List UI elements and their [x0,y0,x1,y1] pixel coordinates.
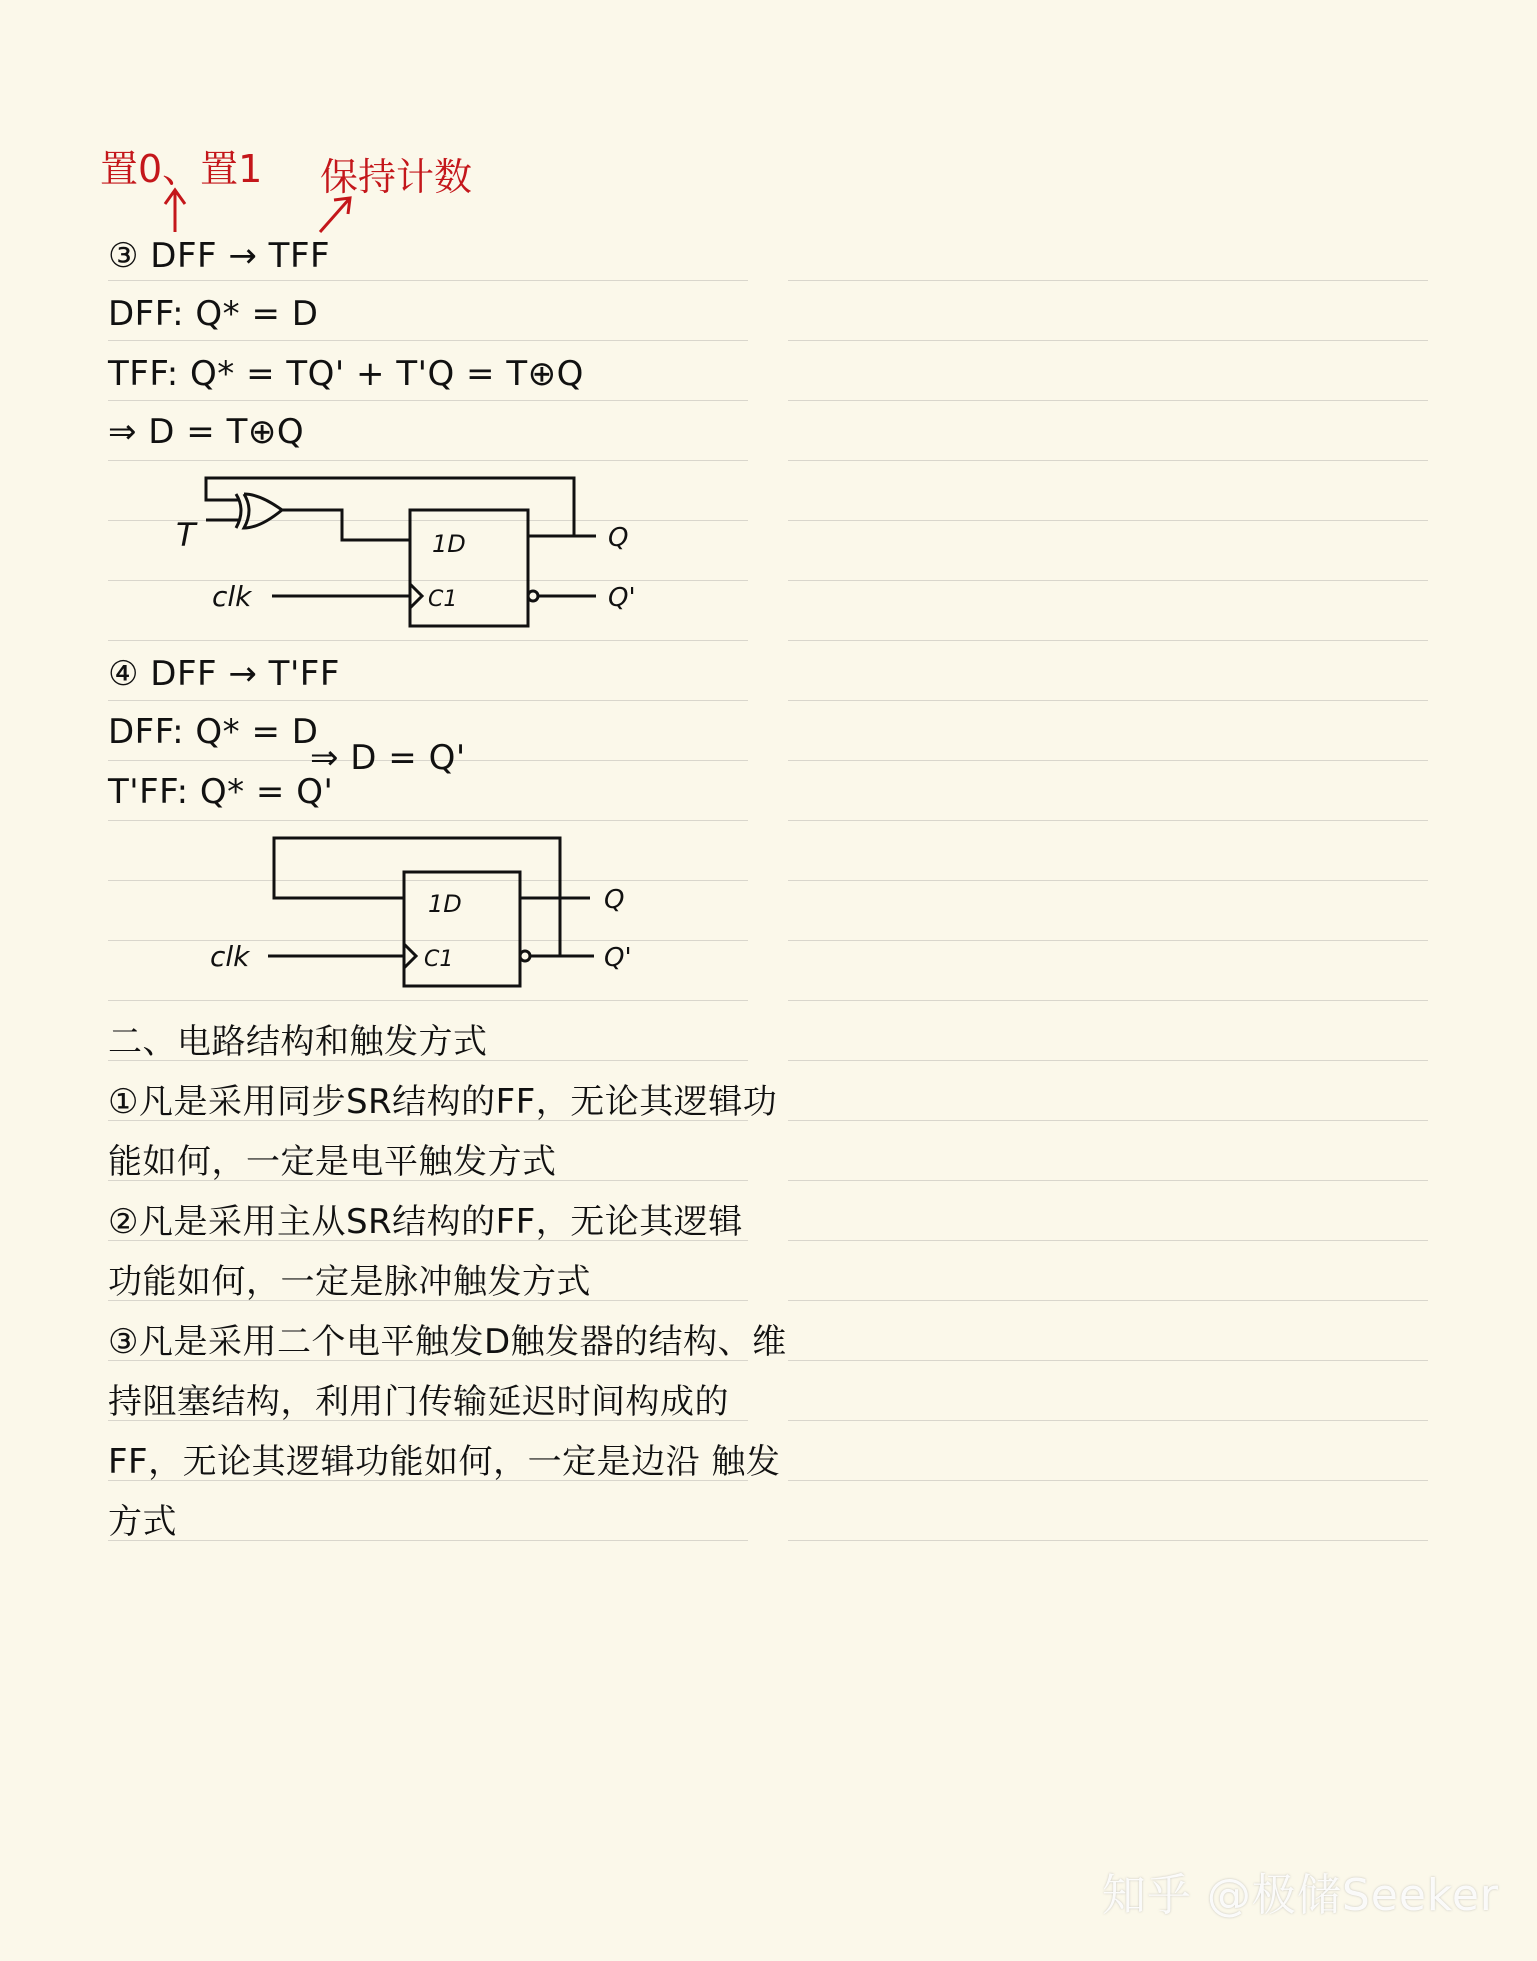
ruled-line [788,1180,1428,1181]
ruled-line [108,820,748,821]
dff-to-tprime-ff-circuit [160,828,680,998]
zhihu-watermark: 知乎 @极储Seeker [1101,1870,1499,1921]
section3-heading: ③ DFF → TFF [108,236,331,276]
part2-heading: 二、电路结构和触发方式 [108,1022,488,1062]
q-output-label: Q [608,523,629,553]
block-c-label: C1 [424,947,454,972]
ruled-line [788,640,1428,641]
clock-triangle [410,584,422,608]
set-reset-annotation: 置0、置1 [100,147,263,191]
section4-result: ⇒ D = Q' [310,738,466,778]
section3-tff-equation: TFF: Q* = TQ' + T'Q = T⊕Q [108,354,584,394]
ruled-line [788,700,1428,701]
qn-output-label: Q' [604,943,632,973]
ruled-line [108,280,748,281]
xor-to-d-wire [282,510,410,540]
ruled-line [788,880,1428,881]
point3-line1: ③凡是采用二个电平触发D触发器的结构、维 [108,1322,787,1362]
ruled-line [788,580,1428,581]
point3-line3: FF，无论其逻辑功能如何，一定是边沿 触发 [108,1442,781,1482]
ruled-line [788,1420,1428,1421]
ruled-line [108,400,748,401]
hold-count-annotation: 保持计数 [320,155,473,199]
inverted-output-bubble [528,591,538,601]
point1-line2: 能如何，一定是电平触发方式 [108,1142,557,1182]
ruled-line [788,760,1428,761]
ruled-line [788,1300,1428,1301]
q-output-label: Q [604,885,625,915]
block-c-label: C1 [428,587,458,612]
ruled-line [788,1000,1428,1001]
ruled-line [788,460,1428,461]
diagonal-arrow-icon [316,192,356,236]
block-d-label: 1D [428,890,462,918]
dff-to-tff-circuit [160,470,680,640]
ruled-line [788,340,1428,341]
section4-heading: ④ DFF → T'FF [108,654,340,694]
point2-line1: ②凡是采用主从SR结构的FF，无论其逻辑 [108,1202,743,1242]
point3-line4: 方式 [108,1502,177,1542]
ruled-line [108,460,748,461]
ruled-line [108,640,748,641]
clock-triangle [404,944,416,968]
ruled-line [788,520,1428,521]
block-d-label: 1D [432,530,466,558]
ruled-line [788,940,1428,941]
ruled-line [788,820,1428,821]
ruled-line [108,700,748,701]
section4-dff-equation: DFF: Q* = D [108,712,319,752]
ruled-line [788,1480,1428,1481]
ruled-line [108,1000,748,1001]
qn-output-label: Q' [608,583,636,613]
ruled-line [788,1540,1428,1541]
ruled-line [108,340,748,341]
point1-line1: ①凡是采用同步SR结构的FF，无论其逻辑功 [108,1082,778,1122]
ruled-line [108,1540,748,1541]
clk-label: clk [212,580,252,613]
t-input-label: T [176,516,196,554]
clk-label: clk [210,940,250,973]
d-flipflop-block [404,872,520,986]
ruled-line [788,400,1428,401]
point3-line2: 持阻塞结构，利用门传输延迟时间构成的 [108,1382,729,1422]
section4-tprime-equation: T'FF: Q* = Q' [108,772,334,812]
xor-gate [236,494,282,528]
point2-line2: 功能如何，一定是脉冲触发方式 [108,1262,591,1302]
ruled-line [788,1060,1428,1061]
up-arrow-icon [160,186,190,236]
ruled-line [788,280,1428,281]
ruled-line [788,1240,1428,1241]
ruled-line [788,1120,1428,1121]
section3-dff-equation: DFF: Q* = D [108,294,319,334]
ruled-line [788,1360,1428,1361]
feedback-wire [206,478,574,536]
section3-result-equation: ⇒ D = T⊕Q [108,412,305,452]
inverted-output-bubble [520,951,530,961]
feedback-wire [274,838,560,956]
